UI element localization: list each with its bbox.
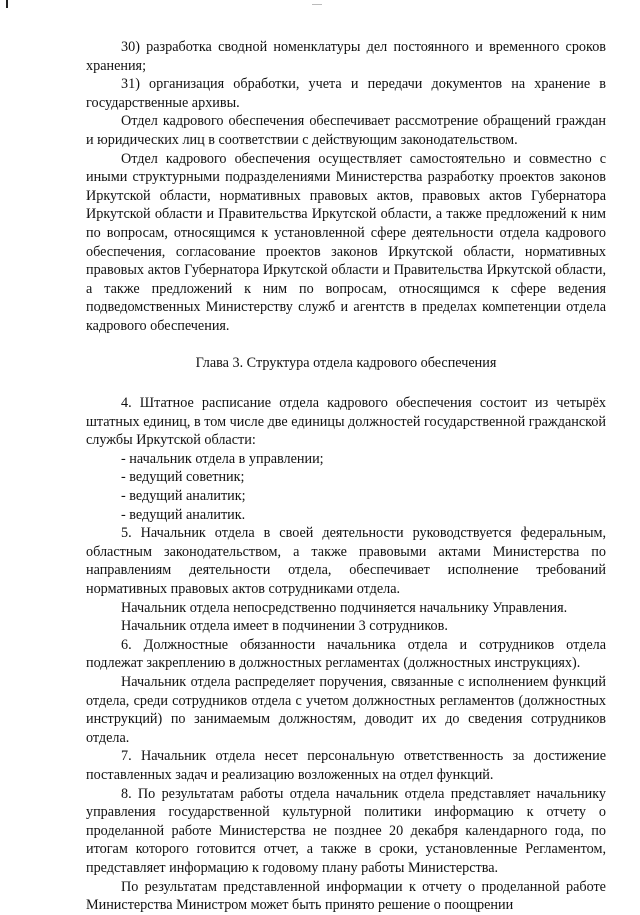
paragraph-appeals: Отдел кадрового обеспечения обеспечивает рассмотрение обращений граждан и юридических лиц в соответствии с действующим законодательством. — [86, 113, 606, 148]
paragraph-staff-count: Начальник отдела имеет в подчинении 3 сотрудников. — [121, 618, 448, 635]
paragraph-assignments: Начальник отдела распределяет поручения, связанные с исполнением функций отдела, среди сотрудников отдела с учетом должностных регламентов (должностных инструкций) по занимаемым должностям, доводит их до сведения сотрудников отдела. — [86, 674, 606, 746]
paragraph-item-4: 4. Штатное расписание отдела кадрового обеспечения состоит из четырёх штатных единиц, в том числе две единицы должностей государственной гражданской службы Иркутской области: — [86, 395, 606, 449]
scan-edge-mark — [6, 0, 8, 8]
chapter-title: Глава 3. Структура отдела кадрового обеспечения — [195, 354, 497, 371]
paragraph-item-6: 6. Должностные обязанности начальника отдела и сотрудников отдела подлежат закреплению в должностных регламентах (должностных инструкциях). — [86, 636, 606, 672]
paragraph-item-5: 5. Начальник отдела в своей деятельности руководствуется федеральным, областным законодательством, а также правовыми актами Министерства по направлениям деятельности отдела, обеспечивает исполнение требований нормативных правовых актов сотрудниками отдела. — [86, 525, 606, 598]
document-page — [86, 38, 606, 915]
list-item-position: - ведущий аналитик; — [121, 488, 246, 505]
list-item-position: - ведущий советник; — [121, 469, 245, 486]
list-item-position: - ведущий аналитик. — [121, 506, 246, 523]
paragraph-item-7: 7. Начальник отдела несет персональную ответственность за достижение поставленных задач и реализацию возложенных на отдел функций. — [86, 748, 606, 783]
paragraph-item-30: 30) разработка сводной номенклатуры дел постоянного и временного сроков хранения; — [86, 39, 606, 74]
list-item-position: - начальник отдела в управлении; — [121, 450, 324, 467]
paragraph-item-31: 31) организация обработки, учета и передачи документов на хранение в государственные архивы. — [86, 76, 606, 111]
paragraph-legislation: Отдел кадрового обеспечения осуществляет самостоятельно и совместно с иными структурными подразделениями Министерства разработку проектов законов Иркутской области, нормативных правовых актов, правовых актов Губернатора Иркутской области и Правительства Иркутской области, а также предложений к ним по вопросам, относящимся к установленной сфере деятельности отдела кадрового обеспечения, согласование проектов законов Иркутской области, нормативных правовых актов Губернатора Иркутской области и Правительства Иркутской области, а также предложений к ним по вопросам, относящимся к сфере ведения подведомственных Министерству служб и агентств в пределах компетенции отдела кадрового обеспечения. — [86, 150, 606, 334]
paragraph-item-8: 8. По результатам работы отдела начальник отдела представляет начальнику управления государственной культурной политики информацию к отчету о проделанной работе Министерства не позднее 20 декабря календарного года, по итогам которого готовится отчет, а также в сроки, установленные Регламентом, представляет информацию к годовому плану работы Министерства. — [86, 785, 606, 876]
paragraph-reward: По результатам представленной информации к отчету о проделанной работе Министерства Министром может быть принято решение о поощрении — [86, 878, 606, 914]
paragraph-subordination: Начальник отдела непосредственно подчиняется начальнику Управления. — [121, 599, 568, 616]
scan-top-mark — [312, 4, 322, 5]
